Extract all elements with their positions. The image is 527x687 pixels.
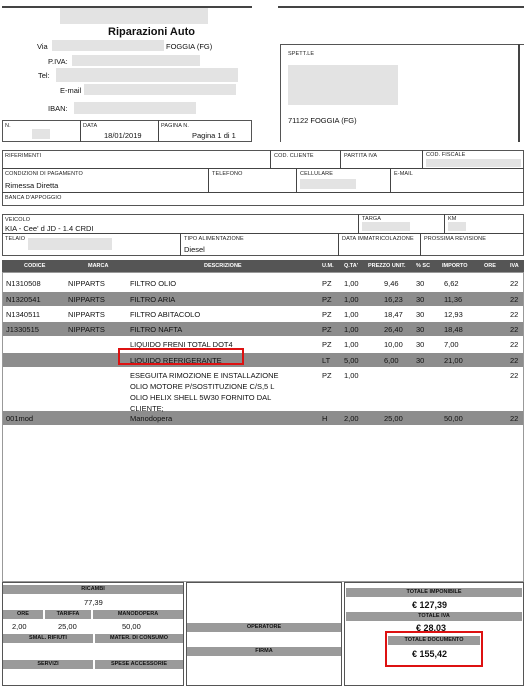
cell-qta: 1,00 <box>344 325 359 334</box>
cell-importo: 7,00 <box>444 340 459 349</box>
company-iban-label: IBAN: <box>48 104 68 113</box>
recipient-city: 71122 FOGGIA (FG) <box>288 116 357 125</box>
col-importo: IMPORTO <box>442 263 468 269</box>
company-email-redacted <box>84 84 236 95</box>
cell-iva: 22 <box>510 356 519 365</box>
company-piva-redacted <box>72 55 200 66</box>
client-codcliente-label: COD. CLIENTE <box>274 153 314 159</box>
extra-line-1: OLIO MOTORE P/SOSTITUZIONE C/S,5 L <box>130 382 275 391</box>
docinfo-sep-2 <box>158 120 159 142</box>
cell-prezzo: 16,23 <box>384 295 403 304</box>
vehicle-tipoalim-label: TIPO ALIMENTAZIONE <box>184 236 244 242</box>
servizi-label: SERVIZI <box>3 660 93 669</box>
docinfo-number-redacted <box>32 129 50 139</box>
vehicle-km-redacted <box>448 222 466 231</box>
client-email-label: E-MAIL <box>394 171 413 177</box>
vehicle-targa-label: TARGA <box>362 216 382 222</box>
col-codice: CODICE <box>24 263 46 269</box>
client-riferimenti-label: RIFERIMENTI <box>5 153 42 159</box>
documento-label: TOTALE DOCUMENTO <box>388 636 480 645</box>
cell-importo: 50,00 <box>444 414 463 423</box>
client-v-6 <box>390 168 391 192</box>
company-piva-label: P.IVA: <box>48 57 68 66</box>
cell-iva: 22 <box>510 371 519 380</box>
cell-descr: LIQUIDO FRENI TOTAL DOT4 <box>130 340 233 349</box>
company-email-label: E-mail <box>60 86 82 95</box>
company-logo-redacted <box>60 8 208 24</box>
cell-iva: 22 <box>510 295 519 304</box>
cell-sc: 30 <box>416 279 425 288</box>
col-ore: ORE <box>484 263 496 269</box>
client-condizioni-label: CONDIZIONI DI PAGAMENTO <box>5 171 83 177</box>
footer-mid-box <box>186 582 342 686</box>
operatore-label: OPERATORE <box>187 623 341 632</box>
client-v-4 <box>208 168 209 192</box>
cell-um: PZ <box>322 340 332 349</box>
cell-marca: NIPPARTS <box>68 325 105 334</box>
cell-prezzo: 26,40 <box>384 325 403 334</box>
extra-line-3: CLIENTE; <box>130 404 164 413</box>
vehicle-km-label: KM <box>448 216 457 222</box>
client-hr-1 <box>2 168 524 169</box>
client-codfiscale-redacted <box>426 159 521 167</box>
cell-importo: 18,48 <box>444 325 463 334</box>
cell-qta: 2,00 <box>344 414 359 423</box>
cell-codice: N1340511 <box>6 310 41 319</box>
client-v-5 <box>296 168 297 192</box>
cell-prezzo: 9,46 <box>384 279 399 288</box>
cell-um: H <box>322 414 328 423</box>
iva-label: TOTALE IVA <box>346 612 522 621</box>
cell-codice: 001mod <box>6 414 34 423</box>
smal-label: SMAL. RIFIUTI <box>3 634 93 643</box>
client-hr-2 <box>2 192 524 193</box>
client-telefono-label: TELEFONO <box>212 171 243 177</box>
top-rule-right <box>278 6 524 8</box>
col-prezzo: PREZZO UNIT. <box>368 263 406 269</box>
company-address-redacted <box>52 40 164 51</box>
cell-descr: FILTRO OLIO <box>130 279 177 288</box>
cell-descr: Manodopera <box>130 414 173 423</box>
cell-iva: 22 <box>510 310 519 319</box>
client-v-3 <box>422 150 423 168</box>
company-tel-redacted <box>56 68 238 82</box>
iva-value: € 28,03 <box>416 623 447 633</box>
spese-label: SPESE ACCESSORIE <box>95 660 183 669</box>
vehicle-targa-redacted <box>362 222 410 231</box>
client-cellulare-label: CELLULARE <box>300 171 333 177</box>
client-v-2 <box>340 150 341 168</box>
cell-codice: N1310508 <box>6 279 41 288</box>
docinfo-n-label: N. <box>5 123 11 129</box>
tariffa-label: TARIFFA <box>45 610 91 619</box>
cell-qta: 1,00 <box>344 279 359 288</box>
company-via-label: Via <box>37 42 48 51</box>
company-city: FOGGIA (FG) <box>166 42 213 51</box>
col-um: U.M. <box>322 263 334 269</box>
vehicle-telaio-label: TELAIO <box>5 236 26 242</box>
vehicle-v-2 <box>444 214 445 233</box>
cell-importo: 12,93 <box>444 310 463 319</box>
cell-sc: 30 <box>416 325 425 334</box>
recipient-name-redacted <box>288 65 398 105</box>
cell-qta: 1,00 <box>344 310 359 319</box>
cell-qta: 5,00 <box>344 356 359 365</box>
vehicle-v-5 <box>420 233 421 256</box>
imponibile-value: € 127,39 <box>412 600 448 610</box>
cell-descr: FILTRO ARIA <box>130 295 176 304</box>
firma-label: FIRMA <box>187 647 341 656</box>
docinfo-data-label: DATA <box>83 123 98 129</box>
ore-label: ORE <box>3 610 43 619</box>
cell-marca: NIPPARTS <box>68 279 105 288</box>
client-condizioni: Rimessa Diretta <box>5 181 59 190</box>
documento-value: € 155,42 <box>412 649 448 659</box>
cell-codice: N1320541 <box>6 295 41 304</box>
manodopera-label: MANODOPERA <box>93 610 183 619</box>
vehicle-dataimm-label: DATA IMMATRICOLAZIONE <box>342 236 414 242</box>
cell-sc: 30 <box>416 340 425 349</box>
client-banca-label: BANCA D'APPOGGIO <box>5 195 62 201</box>
client-cellulare-redacted <box>300 179 356 189</box>
recipient-label: SPETT.LE <box>288 51 315 57</box>
col-iva: IVA <box>510 263 519 269</box>
table-frame <box>2 272 524 582</box>
manodopera-value: 50,00 <box>122 622 141 631</box>
vehicle-tipoalim: Diesel <box>184 245 205 254</box>
cell-um: PZ <box>322 295 332 304</box>
client-v-1 <box>270 150 271 168</box>
company-tel-label: Tel: <box>38 71 50 80</box>
cell-um: LT <box>322 356 331 365</box>
cell-descr: FILTRO NAFTA <box>130 325 183 334</box>
company-name: Riparazioni Auto <box>108 26 195 38</box>
cell-prezzo: 18,47 <box>384 310 403 319</box>
mater-label: MATER. DI CONSUMO <box>95 634 183 643</box>
cell-iva: 22 <box>510 325 519 334</box>
company-iban-redacted <box>74 102 196 114</box>
cell-sc: 30 <box>416 310 425 319</box>
docinfo-pagina-label: PAGINA N. <box>161 123 189 129</box>
cell-um: PZ <box>322 371 332 380</box>
cell-descr: FILTRO ABITACOLO <box>130 310 201 319</box>
cell-um: PZ <box>322 325 332 334</box>
client-partitaiva-label: PARTITA IVA <box>344 153 378 159</box>
vehicle-prossima-label: PROSSIMA REVISIONE <box>424 236 487 242</box>
cell-um: PZ <box>322 310 332 319</box>
cell-importo: 6,62 <box>444 279 459 288</box>
cell-iva: 22 <box>510 279 519 288</box>
cell-um: PZ <box>322 279 332 288</box>
col-descrizione: DESCRIZIONE <box>204 263 242 269</box>
col-marca: MARCA <box>88 263 109 269</box>
col-sc: % SC <box>416 263 431 269</box>
docinfo-page: Pagina 1 di 1 <box>192 131 236 140</box>
client-codfiscale-label: COD. FISCALE <box>426 152 466 158</box>
cell-prezzo: 6,00 <box>384 356 399 365</box>
cell-descr: ESEGUITA RIMOZIONE E INSTALLAZIONE <box>130 371 279 380</box>
vehicle-veicolo-label: VEICOLO <box>5 217 31 223</box>
ore-value: 2,00 <box>12 622 27 631</box>
table-header <box>2 260 524 272</box>
cell-iva: 22 <box>510 414 519 423</box>
cell-prezzo: 10,00 <box>384 340 403 349</box>
col-qta: Q.TA' <box>344 263 359 269</box>
recipient-rule <box>518 44 520 142</box>
vehicle-v-1 <box>358 214 359 233</box>
cell-importo: 21,00 <box>444 356 463 365</box>
extra-line-2: OLIO HELIX SHELL 5W30 FORNITO DAL <box>130 393 272 402</box>
cell-iva: 22 <box>510 340 519 349</box>
cell-prezzo: 25,00 <box>384 414 403 423</box>
cell-marca: NIPPARTS <box>68 310 105 319</box>
ricambi-value: 77,39 <box>84 598 103 607</box>
cell-importo: 11,36 <box>444 295 463 304</box>
cell-qta: 1,00 <box>344 371 359 380</box>
vehicle-v-4 <box>338 233 339 256</box>
ricambi-label: RICAMBI <box>3 585 183 594</box>
vehicle-veicolo: KIA - Cee' d JD - 1.4 CRDI <box>5 224 94 233</box>
vehicle-hr <box>2 233 524 234</box>
vehicle-v-3 <box>180 233 181 256</box>
cell-sc: 30 <box>416 295 425 304</box>
cell-marca: NIPPARTS <box>68 295 105 304</box>
cell-sc: 30 <box>416 356 425 365</box>
tariffa-value: 25,00 <box>58 622 77 631</box>
highlight-totale-documento <box>385 631 483 667</box>
docinfo-sep-1 <box>80 120 81 142</box>
cell-qta: 1,00 <box>344 340 359 349</box>
cell-codice: J1330515 <box>6 325 39 334</box>
imponibile-label: TOTALE IMPONIBILE <box>346 588 522 597</box>
cell-descr: LIQUIDO REFRIGERANTE <box>130 356 222 365</box>
docinfo-date: 18/01/2019 <box>104 131 142 140</box>
vehicle-telaio-redacted <box>28 238 112 250</box>
cell-qta: 1,00 <box>344 295 359 304</box>
